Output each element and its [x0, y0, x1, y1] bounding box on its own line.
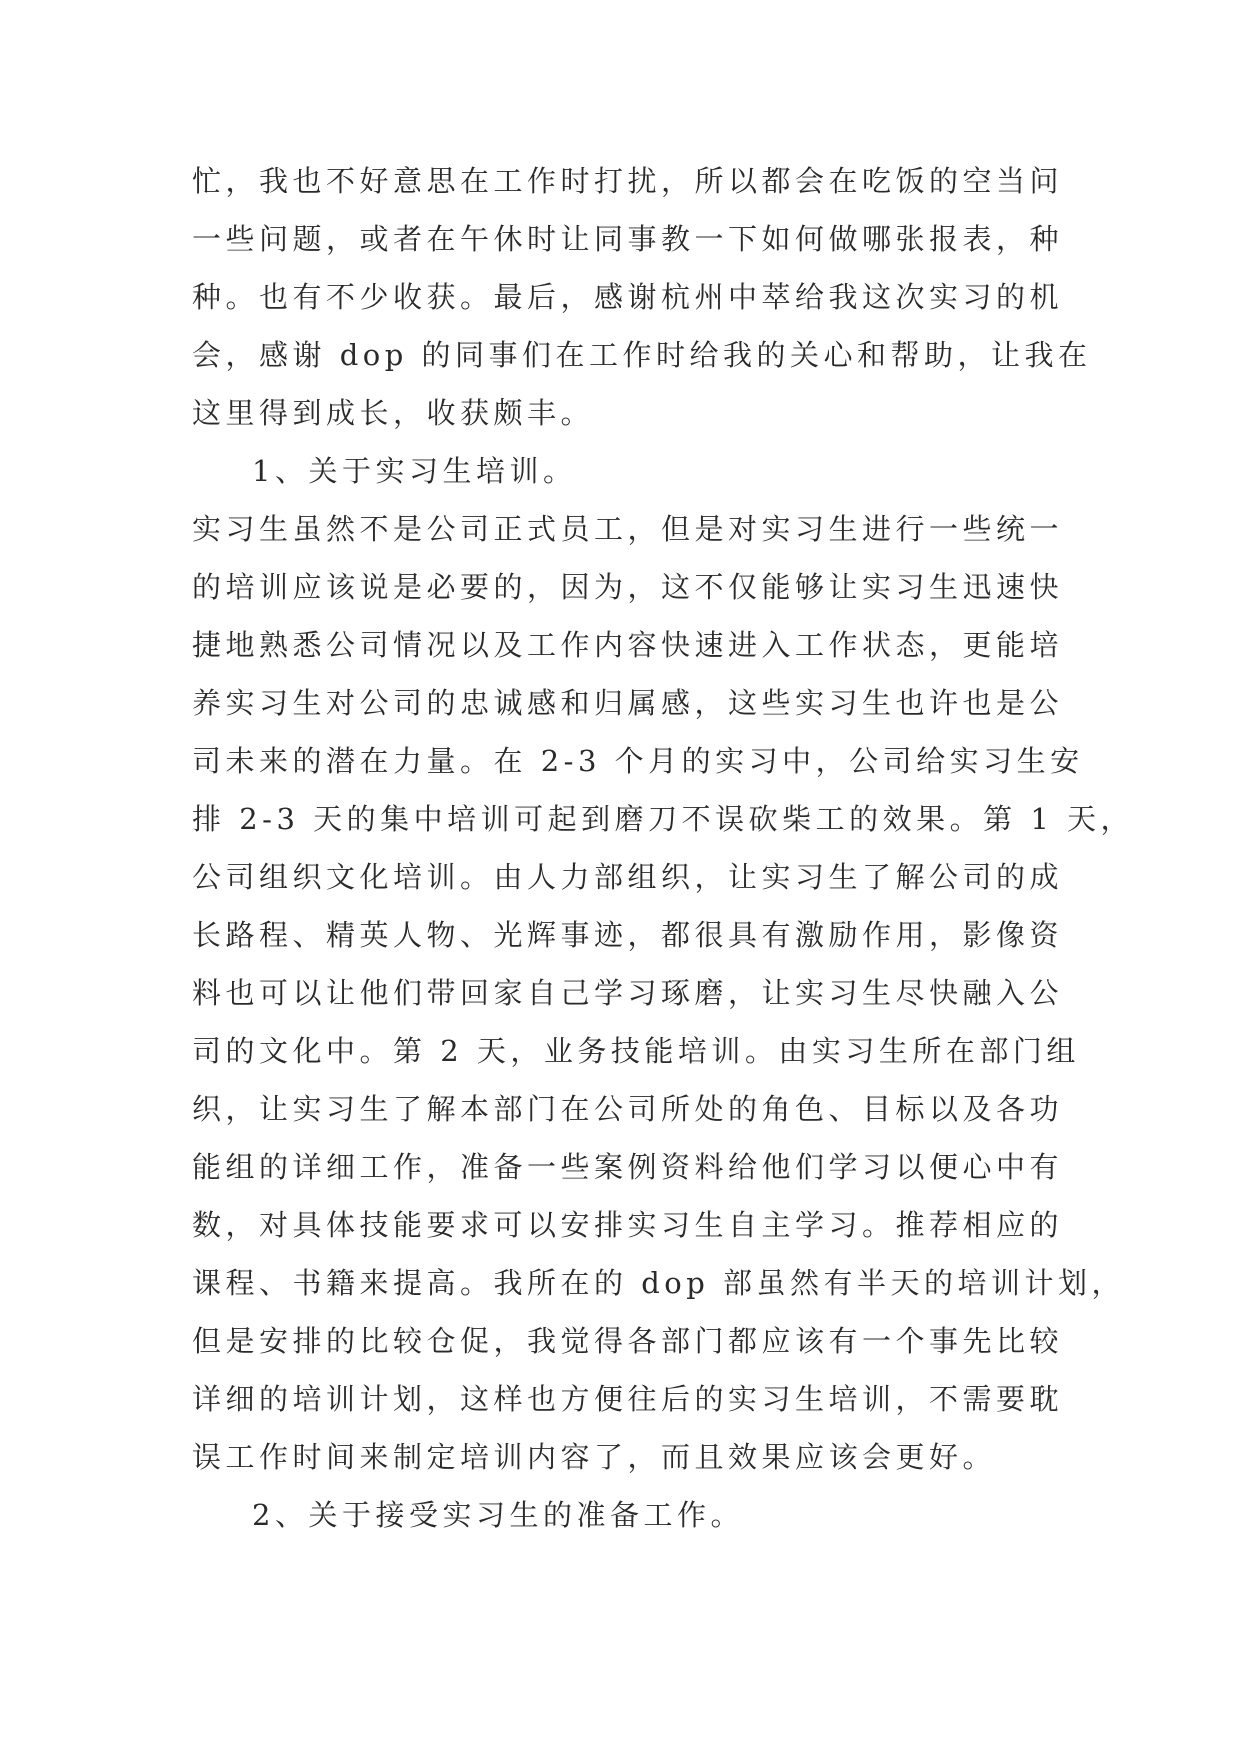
text-line: 种。也有不少收获。最后，感谢杭州中萃给我这次实习的机: [192, 280, 1064, 314]
text-line: 会，感谢 dop 的同事们在工作时给我的关心和帮助，让我在: [192, 338, 1092, 372]
section-heading-2: 2、关于接受实习生的准备工作。: [252, 1498, 744, 1532]
text-line: 误工作时间来制定培训内容了，而且效果应该会更好。: [192, 1440, 997, 1474]
text-line: 能组的详细工作，准备一些案例资料给他们学习以便心中有: [192, 1150, 1064, 1184]
text-line: 长路程、精英人物、光辉事迹，都很具有激励作用，影像资: [192, 918, 1064, 952]
text-line: 织，让实习生了解本部门在公司所处的角色、目标以及各功: [192, 1092, 1064, 1126]
text-line: 司未来的潜在力量。在 2-3 个月的实习中，公司给实习生安: [192, 744, 1084, 778]
text-line: 数，对具体技能要求可以安排实习生自主学习。推荐相应的: [192, 1208, 1064, 1242]
text-line: 这里得到成长，收获颇丰。: [192, 396, 595, 430]
text-line: 司的文化中。第 2 天，业务技能培训。由实习生所在部门组: [192, 1034, 1080, 1068]
text-line: 忙，我也不好意思在工作时打扰，所以都会在吃饭的空当问: [192, 164, 1064, 198]
body-text: [192, 152, 1135, 1544]
text-line: 但是安排的比较仓促，我觉得各部门都应该有一个事先比较: [192, 1324, 1064, 1358]
text-line: 一些问题，或者在午休时让同事教一下如何做哪张报表，种: [192, 222, 1064, 256]
text-line: 料也可以让他们带回家自己学习琢磨，让实习生尽快融入公: [192, 976, 1064, 1010]
text-line: 的培训应该说是必要的，因为，这不仅能够让实习生迅速快: [192, 570, 1064, 604]
text-line: 排 2-3 天的集中培训可起到磨刀不误砍柴工的效果。第 1 天，: [192, 802, 1135, 836]
text-line: 公司组织文化培训。由人力部组织，让实习生了解公司的成: [192, 860, 1064, 894]
text-line: 详细的培训计划，这样也方便往后的实习生培训，不需要耽: [192, 1382, 1064, 1416]
text-line: 课程、书籍来提高。我所在的 dop 部虽然有半天的培训计划，: [192, 1266, 1126, 1300]
text-line: 养实习生对公司的忠诚感和归属感，这些实习生也许也是公: [192, 686, 1064, 720]
section-heading-1: 1、关于实习生培训。: [252, 454, 577, 488]
text-line: 捷地熟悉公司情况以及工作内容快速进入工作状态，更能培: [192, 628, 1064, 662]
text-line: 实习生虽然不是公司正式员工，但是对实习生进行一些统一: [192, 512, 1064, 546]
